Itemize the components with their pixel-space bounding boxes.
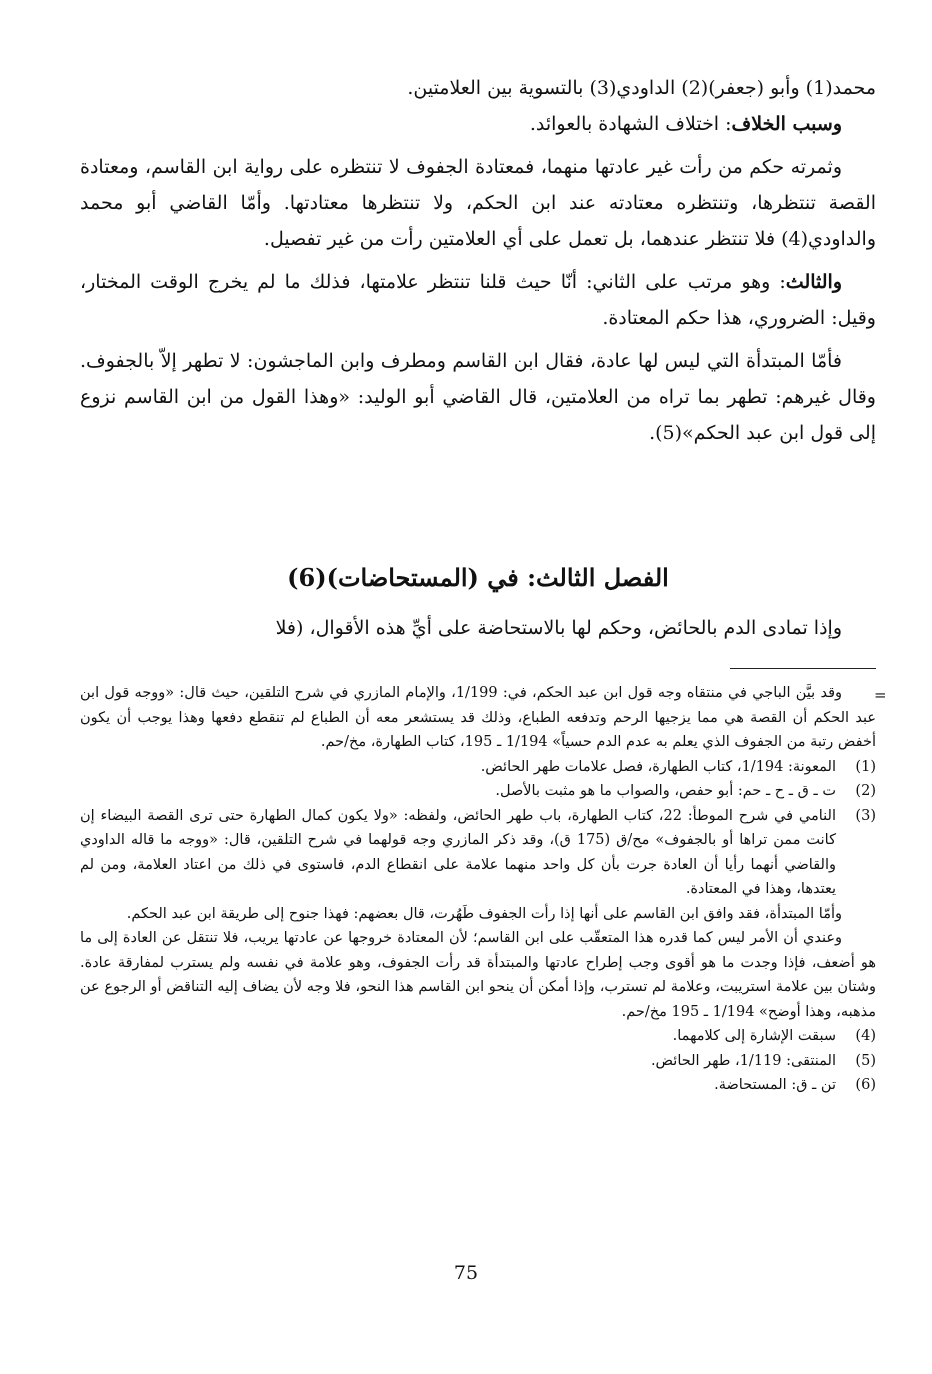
footnote-4 [80,1024,876,1049]
footnote-text: النامي في شرح الموطأ: 22، كتاب الطهارة، باب طهر الحائض، ولفظه: «ولا يكون كمال الطهارة حتى ترى القصة البيضاء إن كانت ممن تراها أو بالجفوف» مح/ق (175 ق)، وقد ذكر المازري وجه قولهما في شرح التلقين، قال: «ووجه ما قاله الداودي والقاضي أنهما رأيا أن العادة جرت بأن كل واحد منهما علامة على انقطاع الدم، فاستوى في ذلك من اعتاد العلامة، ومن لم يعتدها، وهذا في المعتادة. [80,807,836,897]
chapter-title: الفصل الثالث: في (المستحاضات)(6) [287,563,669,592]
footnote-text: تن ـ ق: المستحاضة. [714,1077,836,1093]
footnote-text: سبقت الإشارة إلى كلامهما. [672,1028,836,1044]
footnote-separator [730,668,876,669]
footnote-3-part-3: وعندي أن الأمر ليس كما قدره هذا المتعقّب على ابن القاسم؛ لأن المعتادة خروجها عن عادتها يريب، فلا تنتقل عن العادة إلى ما هو أضعف، فإذا وجدت ما هو أقوى وجب إطراح عادتها والمبتدأة قد رأت الجفوف، وهو علامة في نفسه ولم يسترب لمفارقة عادة. وشتان بين علامة استريبت، وعلامة لم تسترب، وإذا أمكن أن ينحو ابن القاسم هذا النحو، فلا وجه لأن يضاف إليه التناقض أو الرجوع عن مذهبه، وهذا أوضح» 1/194 ـ 195 مخ/حم. [80,930,876,1020]
paragraph-1: محمد(1) وأبو (جعفر)(2) الداودي(3) بالتسوية بين العلامتين. [407,77,876,99]
chapter-opening [80,610,876,646]
footnote-text: المعونة: 1/194، كتاب الطهارة، فصل علامات طهر الحائض. [480,758,836,775]
footnote-3-part-2: وأمّا المبتدأة، فقد وافق ابن القاسم على أنها إذا رأت الجفوف طَهُرت، قال بعضهم: فهذا جنوح إلى طريقة ابن عبد الحكم. [126,905,842,922]
footnote-text: ت ـ ق ـ ح ـ حم: أبو حفص، والصواب ما هو مثبت بالأصل. [495,783,836,799]
footnote-5 [80,1049,876,1074]
main-text [80,70,876,451]
paragraph-2-lead: وسبب الخلاف [731,113,842,135]
paragraph-4 [80,264,876,336]
paragraph-2 [80,106,876,142]
paragraph-4-lead: والثالث [785,271,842,293]
continued-marker: = [874,686,887,704]
footnote-2 [80,779,876,804]
footnote-number: (2) [855,783,876,799]
footnote-number: (5) [855,1052,876,1069]
footnote-continued: وقد بيَّن الباجي في منتقاه وجه قول ابن عبد الحكم، في: 1/199، والإمام المازري في شرح التلقين، حيث قال: «ووجه قول ابن عبد الحكم أن القصة هي مما يزجيها الرحم وتدفعه الطباع، وذلك قد يستشعر معه أن الطباع لم تنقطع دفعها وهذا يوجب أن يكون أخفض رتبة من الجفوف الذي يعلم به عدم الدم حسياً» 1/194 ـ 195، كتاب الطهارة، مخ/حم. [80,685,876,750]
paragraph-4-rest: : وهو مرتب على الثاني: أنّا حيث قلنا تنتظر علامتها، فذلك ما لم يخرج الوقت المختار، وقيل: الضروري، هذا حكم المعتادة. [80,271,876,329]
paragraph-3: وثمرته حكم من رأت غير عادتها منهما، فمعتادة الجفوف لا تنتظره على رواية ابن القاسم، ومعتادة القصة تنتظرها، وتنتظره معتادته عند ابن الحكم، ولا تنتظرها معتادتها. وأمّا القاضي أبو محمد والداودي(4) فلا تنتظر عندهما، بل تعمل على أي العلامتين رأت من غير تفصيل. [80,156,876,250]
footnote-3 [80,804,876,902]
footnote-number: (4) [855,1028,876,1044]
footnotes [80,681,876,1098]
page-number: 75 [453,1262,479,1284]
paragraph-5: فأمّا المبتدأة التي ليس لها عادة، فقال ابن القاسم ومطرف وابن الماجشون: لا تطهر إلاّ بالجفوف. وقال غيرهم: تطهر بما تراه من العلامتين، قال القاضي أبو الوليد: «وهذا القول من ابن القاسم نزوع إلى قول ابن عبد الحكم»(5). [80,350,876,444]
footnote-6 [80,1073,876,1098]
footnote-number: (3) [855,807,876,824]
footnote-number: (1) [855,758,876,775]
footnote-1 [80,755,876,780]
paragraph-6: وإذا تمادى الدم بالحائض، وحكم لها بالاستحاضة على أيِّ هذه الأقوال، (فلا [275,617,842,639]
footnote-text: المنتقى: 1/119، طهر الحائض. [650,1052,836,1069]
footnote-number: (6) [855,1077,876,1093]
paragraph-2-rest: : اختلاف الشهادة بالعوائد. [529,113,732,135]
